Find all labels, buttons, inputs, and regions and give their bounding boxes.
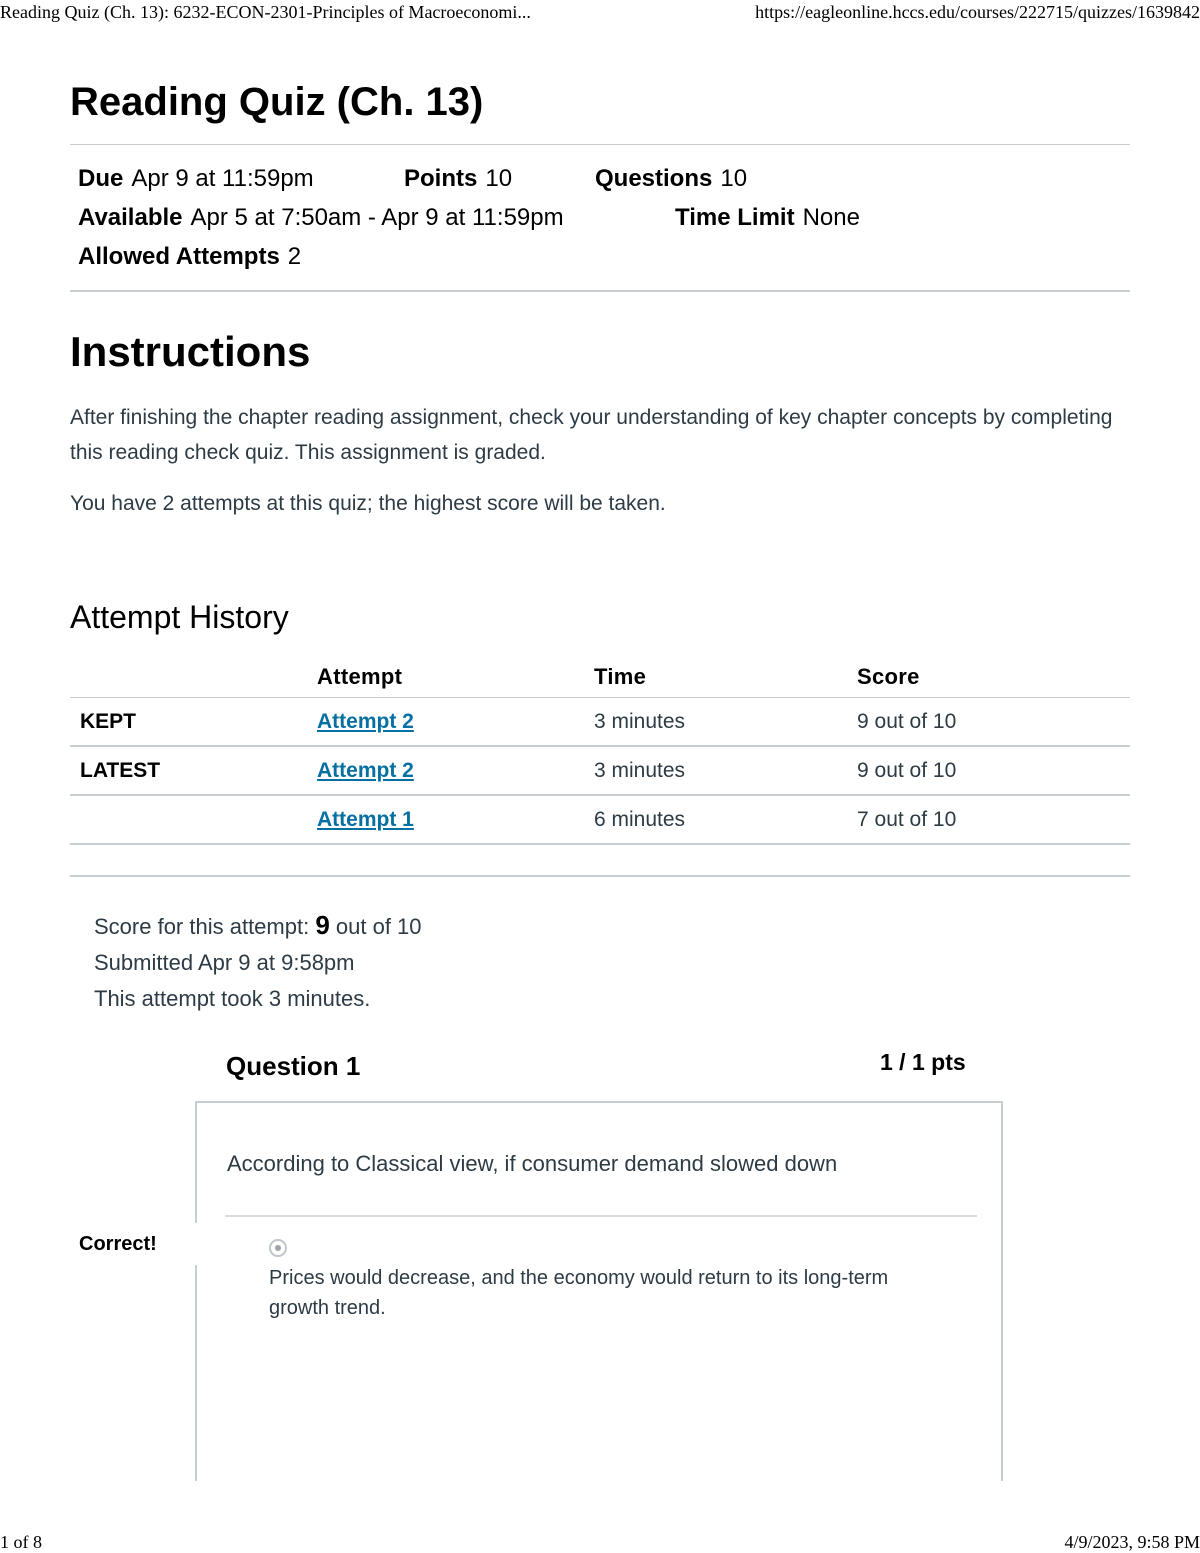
table-row: [70, 698, 1130, 747]
allowed-attempts-value: 2: [287, 243, 302, 270]
points-label: Points: [404, 165, 478, 192]
attempt-link[interactable]: Attempt 2: [317, 709, 414, 733]
quiz-title: Reading Quiz (Ch. 13): [70, 76, 1130, 145]
instructions-paragraph-2: You have 2 attempts at this quiz; the highest score will be taken.: [70, 492, 666, 515]
attempt-cell: [307, 746, 584, 795]
quiz-meta-row-2: [78, 198, 1122, 237]
attempt-cell: [307, 795, 584, 844]
attempt-score-line: [94, 907, 1130, 945]
attempt-time: 3 minutes: [584, 698, 847, 747]
allowed-attempts: [78, 237, 301, 276]
attempt-history-table: [70, 657, 1130, 845]
print-datetime: 4/9/2023, 9:58 PM: [1064, 1532, 1200, 1552]
attempt-score: 7 out of 10: [847, 795, 1130, 844]
column-header-attempt: Attempt: [307, 657, 584, 698]
answer-text: Prices would decrease, and the economy would return to its long-term growth trend.: [269, 1267, 889, 1319]
time-limit-label: Time Limit: [675, 204, 795, 231]
attempt-history-title: Attempt History: [70, 599, 289, 635]
quiz-meta-row-1: [78, 159, 1122, 198]
attempt-time: 3 minutes: [584, 746, 847, 795]
time-limit-value: None: [802, 204, 860, 231]
question-text: According to Classical view, if consumer demand slowed down: [227, 1151, 838, 1176]
attempt-tag: LATEST: [70, 746, 307, 795]
question-header: Question 1: [226, 1051, 361, 1081]
time-limit: [675, 198, 860, 237]
due-date: [78, 159, 404, 198]
questions-label: Questions: [595, 165, 713, 192]
answer-option-selected: [269, 1239, 949, 1323]
score-prefix: Score for this attempt:: [94, 914, 316, 939]
table-row: [70, 746, 1130, 795]
table-row: [70, 795, 1130, 844]
attempt-score: 9 out of 10: [847, 746, 1130, 795]
attempt-summary: [70, 907, 1130, 1017]
attempt-link[interactable]: Attempt 2: [317, 758, 414, 782]
attempt-time: 6 minutes: [584, 795, 847, 844]
attempt-tag: KEPT: [70, 698, 307, 747]
question-box: [195, 1101, 1003, 1481]
print-header: [0, 0, 1200, 26]
score-suffix: out of 10: [329, 914, 422, 939]
column-header-time: Time: [584, 657, 847, 698]
allowed-attempts-label: Allowed Attempts: [78, 243, 280, 270]
points: [404, 159, 595, 198]
attempt-score: 9 out of 10: [847, 698, 1130, 747]
quiz-content: [70, 76, 1130, 1017]
print-header-url: https://eagleonline.hccs.edu/courses/222715/quizzes/1639842: [755, 2, 1200, 22]
column-header-tag: [70, 657, 307, 698]
attempt-link[interactable]: Attempt 1: [317, 807, 414, 831]
radio-selected-icon: [269, 1239, 287, 1257]
available-label: Available: [78, 204, 183, 231]
quiz-meta-row-3: [78, 237, 1122, 276]
attempt-cell: [307, 698, 584, 747]
section-divider: [70, 845, 1130, 877]
quiz-meta: [70, 145, 1130, 292]
print-header-title: Reading Quiz (Ch. 13): 6232-ECON-2301-Principles of Macroeconomi...: [0, 2, 531, 22]
question-divider: [225, 1215, 977, 1217]
due-label: Due: [78, 165, 124, 192]
correct-marker-gap: [192, 1223, 200, 1265]
score-value: 9: [315, 910, 330, 940]
questions-count: [595, 159, 747, 198]
attempt-duration: This attempt took 3 minutes.: [94, 986, 371, 1011]
submitted-time: Submitted Apr 9 at 9:58pm: [94, 950, 355, 975]
instructions-paragraph-1: After finishing the chapter reading assignment, check your understanding of key chapter concepts by completing this reading check quiz. This assignment is graded.: [70, 406, 1113, 464]
print-footer: [0, 1530, 1200, 1552]
attempt-history-header-row: [70, 657, 1130, 698]
questions-value: 10: [720, 165, 748, 192]
points-value: 10: [485, 165, 513, 192]
instructions-section: [70, 326, 1130, 521]
instructions-title: Instructions: [70, 328, 311, 375]
attempt-tag: [70, 795, 307, 844]
page-number: 1 of 8: [0, 1532, 42, 1552]
availability: [78, 198, 675, 237]
correct-label: Correct!: [79, 1233, 157, 1255]
column-header-score: Score: [847, 657, 1130, 698]
available-value: Apr 5 at 7:50am - Apr 9 at 11:59pm: [190, 204, 564, 231]
due-value: Apr 9 at 11:59pm: [131, 165, 314, 192]
question-points: 1 / 1 pts: [880, 1049, 966, 1075]
